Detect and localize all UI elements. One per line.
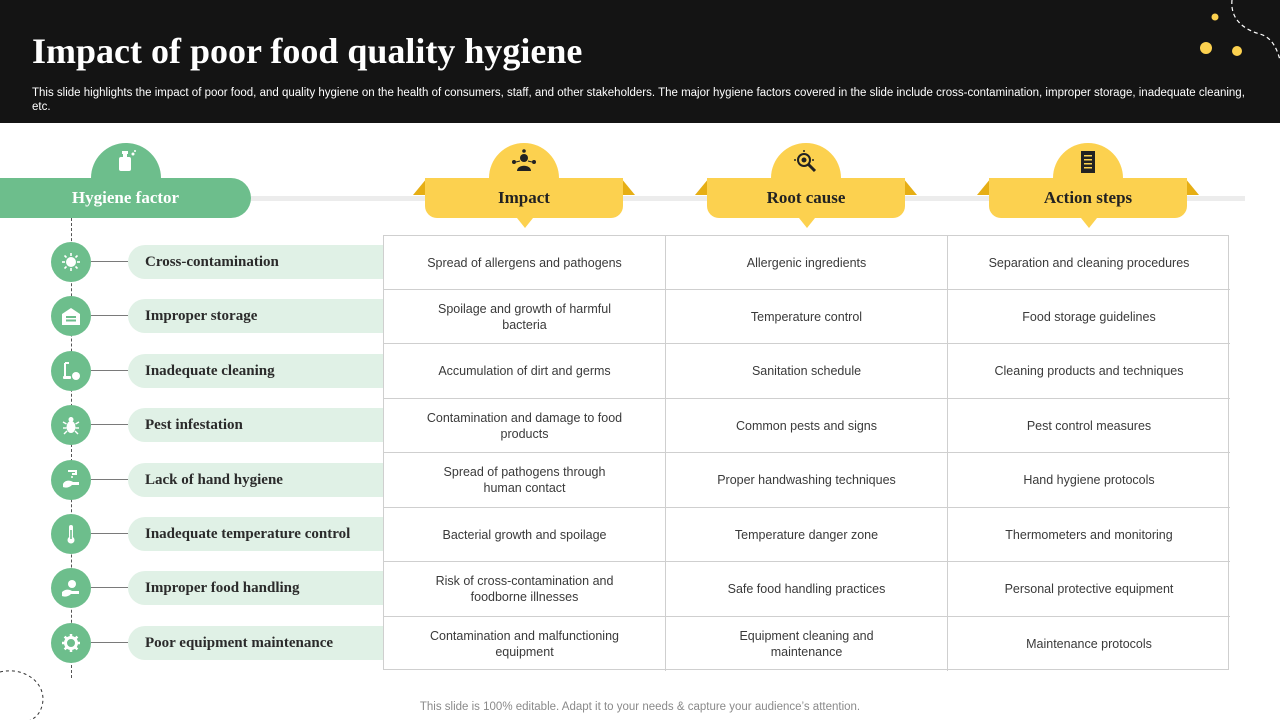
factor-label: Inadequate temperature control bbox=[145, 526, 351, 542]
action-steps-pointer bbox=[1081, 218, 1097, 228]
factor-row bbox=[0, 453, 383, 507]
page-title: Impact of poor food quality hygiene bbox=[32, 31, 583, 71]
action-step-cell: Pest control measures bbox=[948, 399, 1230, 453]
bug-icon bbox=[51, 405, 91, 445]
action-steps-column-header bbox=[977, 143, 1199, 233]
root-cause-cell: Allergenic ingredients bbox=[666, 236, 948, 290]
factor-tick bbox=[91, 261, 128, 262]
gear-wrench-icon bbox=[51, 623, 91, 663]
factor-tick bbox=[91, 370, 128, 371]
hand-holding-food-icon bbox=[51, 568, 91, 608]
factor-label: Cross-contamination bbox=[145, 254, 279, 270]
impact-pointer bbox=[517, 218, 533, 228]
impact-cell: Accumulation of dirt and germs bbox=[384, 344, 666, 399]
impact-cell: Spoilage and growth of harmful bacteria bbox=[384, 290, 666, 344]
root-cause-column-header bbox=[695, 143, 917, 233]
factor-row bbox=[0, 398, 383, 452]
root-cause-cell: Proper handwashing techniques bbox=[666, 453, 948, 508]
factor-row bbox=[0, 344, 383, 398]
decorative-arc-icon bbox=[0, 668, 50, 720]
factor-label: Poor equipment maintenance bbox=[145, 635, 334, 651]
factor-row bbox=[0, 561, 383, 615]
root-cause-cell: Temperature danger zone bbox=[666, 508, 948, 562]
action-step-cell: Food storage guidelines bbox=[948, 290, 1230, 344]
impact-cell: Contamination and damage to food products bbox=[384, 399, 666, 453]
factor-row bbox=[0, 616, 383, 670]
decorative-dots-icon bbox=[1190, 0, 1280, 70]
impact-cell: Spread of allergens and pathogens bbox=[384, 236, 666, 290]
root-cause-header-label: Root cause bbox=[766, 188, 846, 207]
page-subtitle: This slide highlights the impact of poor food, and quality hygiene on the health of consumers, staff, and other stakeholders. The major hygiene factors covered in the slide include cross-contamination, improper storage, inadequate cleaning, etc. bbox=[32, 87, 1245, 113]
root-cause-cell: Common pests and signs bbox=[666, 399, 948, 453]
action-steps-header-label: Action steps bbox=[1043, 188, 1133, 207]
factor-tick bbox=[91, 587, 128, 588]
network-person-icon bbox=[489, 149, 559, 177]
thermometer-icon bbox=[51, 514, 91, 554]
action-step-cell: Maintenance protocols bbox=[1026, 637, 1152, 651]
action-step-cell: Cleaning products and techniques bbox=[948, 344, 1230, 399]
checklist-icon bbox=[1053, 149, 1123, 177]
impact-cell: Contamination and malfunctioning equipment bbox=[384, 617, 666, 671]
impact-column-header bbox=[413, 143, 635, 233]
factor-label: Improper storage bbox=[145, 308, 258, 324]
vacuum-cleaner-icon bbox=[51, 351, 91, 391]
impact-header-label: Impact bbox=[498, 188, 550, 207]
hygiene-factor-header: Hygiene factor bbox=[71, 188, 180, 207]
hygiene-table bbox=[383, 235, 1229, 670]
factor-label: Inadequate cleaning bbox=[145, 363, 275, 379]
root-cause-fold-right bbox=[903, 178, 917, 195]
action-step-cell: Personal protective equipment bbox=[948, 562, 1230, 617]
factor-tick bbox=[91, 424, 128, 425]
factor-label: Improper food handling bbox=[145, 580, 300, 596]
factor-tick bbox=[91, 642, 128, 643]
virus-magnifier-icon bbox=[771, 149, 841, 177]
factor-row bbox=[0, 235, 383, 289]
factor-row bbox=[0, 507, 383, 561]
root-cause-cell: Equipment cleaning and maintenance bbox=[666, 617, 948, 671]
factor-label: Pest infestation bbox=[145, 417, 243, 433]
root-cause-cell: Temperature control bbox=[666, 290, 948, 344]
factor-tick bbox=[91, 479, 128, 480]
impact-fold-right bbox=[621, 178, 635, 195]
root-cause-cell: Sanitation schedule bbox=[666, 344, 948, 399]
impact-cell: Bacterial growth and spoilage bbox=[384, 508, 666, 562]
impact-cell: Risk of cross-contamination and foodborne illnesses bbox=[384, 562, 666, 617]
action-step-cell: Separation and cleaning procedures bbox=[948, 236, 1230, 290]
hand-washing-icon bbox=[51, 460, 91, 500]
root-cause-pointer bbox=[799, 218, 815, 228]
factor-row bbox=[0, 289, 383, 343]
action-step-cell: Hand hygiene protocols bbox=[948, 453, 1230, 508]
action-step-cell: Thermometers and monitoring bbox=[948, 508, 1230, 562]
hand-sanitizer-icon bbox=[91, 148, 161, 176]
footer-note: This slide is 100% editable. Adapt it to your needs & capture your audience’s attention. bbox=[419, 701, 861, 713]
factor-tick bbox=[91, 315, 128, 316]
impact-cell: Spread of pathogens through human contact bbox=[384, 453, 666, 508]
root-cause-cell: Safe food handling practices bbox=[666, 562, 948, 617]
warehouse-icon bbox=[51, 296, 91, 336]
factor-label: Lack of hand hygiene bbox=[145, 472, 283, 488]
action-steps-fold-right bbox=[1185, 178, 1199, 195]
germ-icon bbox=[51, 242, 91, 282]
factor-tick bbox=[91, 533, 128, 534]
